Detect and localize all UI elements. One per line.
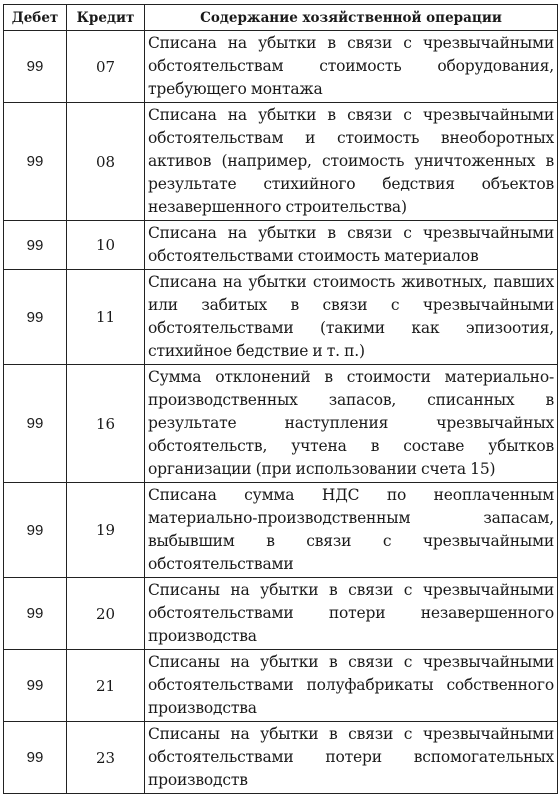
operation-description: Списана на убытки в связи с чрезвычайными обстоятельствам и стоимость внеоборотных активов (например, стоимость уничтоженных в результате стихийного бедствия объектов незавершенного строительства) (145, 103, 558, 221)
header-credit: Кредит (67, 5, 145, 31)
table-header-row (4, 5, 558, 31)
operation-description: Списана сумма НДС по неоплаченным материально-производственным запасам, выбывшим в связи с чрезвычайными обстоятельствами (145, 483, 558, 578)
table-row (4, 483, 558, 578)
credit-cell: 21 (67, 650, 145, 722)
debit-cell: 99 (4, 270, 67, 365)
operation-description: Списаны на убытки в связи с чрезвычайными обстоятельствами потери вспомогательных производств (145, 722, 558, 794)
table-row (4, 365, 558, 483)
header-debit: Дебет (4, 5, 67, 31)
table-row (4, 578, 558, 650)
debit-cell: 99 (4, 650, 67, 722)
credit-cell: 23 (67, 722, 145, 794)
operation-description: Сумма отклонений в стоимости материально-производственных запасов, списанных в результате наступления чрезвычайных обстоятельств, учтена в составе убытков организации (при использовании счета 15) (145, 365, 558, 483)
credit-cell: 10 (67, 221, 145, 270)
table-row (4, 103, 558, 221)
operation-description: Списаны на убытки в связи с чрезвычайными обстоятельствами потери незавершенного производства (145, 578, 558, 650)
credit-cell: 19 (67, 483, 145, 578)
operation-description: Списана на убытки в связи с чрезвычайными обстоятельствами стоимость материалов (145, 221, 558, 270)
debit-cell: 99 (4, 365, 67, 483)
credit-cell: 16 (67, 365, 145, 483)
table-row (4, 650, 558, 722)
credit-cell: 20 (67, 578, 145, 650)
accounting-entries-table (3, 4, 558, 794)
debit-cell: 99 (4, 31, 67, 103)
table-row (4, 221, 558, 270)
table-row (4, 270, 558, 365)
credit-cell: 07 (67, 31, 145, 103)
operation-description: Списаны на убытки в связи с чрезвычайными обстоятельствами полуфабрикаты собственного производства (145, 650, 558, 722)
operation-description: Списана на убытки в связи с чрезвычайными обстоятельствам стоимость оборудования, требующего монтажа (145, 31, 558, 103)
debit-cell: 99 (4, 103, 67, 221)
debit-cell: 99 (4, 221, 67, 270)
debit-cell: 99 (4, 578, 67, 650)
table-row (4, 722, 558, 794)
table-row (4, 31, 558, 103)
header-content: Содержание хозяйственной операции (145, 5, 558, 31)
operation-description: Списана на убытки стоимость животных, павших или забитых в связи с чрезвычайными обстоятельствами (такими как эпизоотия, стихийное бедствие и т. п.) (145, 270, 558, 365)
credit-cell: 11 (67, 270, 145, 365)
debit-cell: 99 (4, 722, 67, 794)
debit-cell: 99 (4, 483, 67, 578)
credit-cell: 08 (67, 103, 145, 221)
